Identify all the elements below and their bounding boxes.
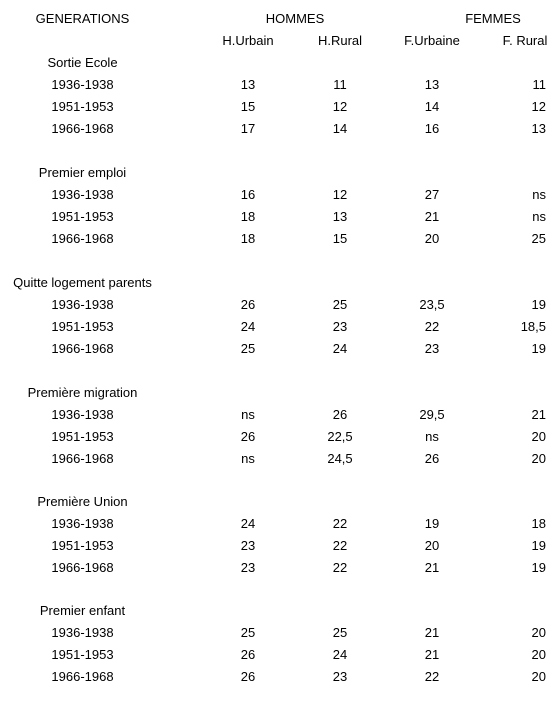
h-urbain-value: 24 bbox=[240, 516, 256, 531]
h-rural-value: 22 bbox=[332, 538, 348, 553]
generations-header: GENERATIONS bbox=[35, 11, 130, 26]
h-urbain-value: 23 bbox=[240, 560, 256, 575]
h-urbain-value: 17 bbox=[240, 121, 256, 136]
generation-years: 1936-1938 bbox=[51, 297, 114, 312]
f-rural-value: 11 bbox=[532, 77, 546, 92]
f-urbaine-value: 22 bbox=[424, 669, 440, 684]
f-urbaine-value: 21 bbox=[424, 560, 440, 575]
f-rural-value: 20 bbox=[531, 669, 546, 684]
f-rural-value: 19 bbox=[531, 538, 546, 553]
h-rural-header: H.Rural bbox=[317, 33, 363, 48]
table-row bbox=[0, 187, 549, 203]
table-row bbox=[0, 319, 549, 335]
f-rural-value: 20 bbox=[531, 625, 546, 640]
f-urbaine-value: 22 bbox=[424, 319, 440, 334]
table-row bbox=[0, 121, 549, 137]
h-rural-value: 13 bbox=[332, 209, 348, 224]
section-label: Premier enfant bbox=[39, 603, 126, 618]
generation-years: 1936-1938 bbox=[51, 77, 114, 92]
subheader-row bbox=[0, 33, 549, 49]
table-row bbox=[0, 538, 549, 554]
h-rural-value: 24,5 bbox=[327, 451, 353, 466]
generation-years: 1936-1938 bbox=[51, 407, 114, 422]
h-rural-value: 14 bbox=[332, 121, 348, 136]
table-row bbox=[0, 407, 549, 423]
h-rural-value: 25 bbox=[332, 297, 348, 312]
f-urbaine-value: 23,5 bbox=[419, 297, 445, 312]
section-label-row bbox=[0, 385, 549, 401]
generation-years: 1951-1953 bbox=[51, 319, 114, 334]
h-rural-value: 26 bbox=[332, 407, 348, 422]
f-rural-value: 12 bbox=[531, 99, 546, 114]
f-urbaine-value: 23 bbox=[424, 341, 440, 356]
table-row bbox=[0, 99, 549, 115]
section-label-row bbox=[0, 165, 549, 181]
table-row bbox=[0, 209, 549, 225]
generation-years: 1936-1938 bbox=[51, 516, 114, 531]
generation-years: 1951-1953 bbox=[51, 538, 114, 553]
section-label-row bbox=[0, 275, 549, 291]
h-urbain-value: ns bbox=[241, 451, 255, 466]
h-urbain-value: ns bbox=[241, 407, 255, 422]
section-label-row bbox=[0, 603, 549, 619]
generation-years: 1951-1953 bbox=[51, 429, 114, 444]
f-urbaine-value: 26 bbox=[424, 451, 440, 466]
table-row bbox=[0, 341, 549, 357]
f-urbaine-value: 27 bbox=[424, 187, 440, 202]
table-row bbox=[0, 625, 549, 641]
f-urbaine-value: 21 bbox=[424, 625, 440, 640]
section-label: Quitte logement parents bbox=[13, 275, 152, 290]
header-row bbox=[0, 11, 549, 27]
hommes-header: HOMMES bbox=[265, 11, 325, 26]
f-urbaine-value: 20 bbox=[424, 231, 440, 246]
f-rural-header: F. Rural bbox=[502, 33, 548, 48]
f-rural-value: 20 bbox=[531, 451, 546, 466]
h-urbain-value: 15 bbox=[240, 99, 256, 114]
f-rural-value: 19 bbox=[531, 297, 546, 312]
table-row bbox=[0, 451, 549, 467]
section-label-row bbox=[0, 494, 549, 510]
h-rural-value: 15 bbox=[332, 231, 348, 246]
f-rural-value: 19 bbox=[531, 341, 546, 356]
h-urbain-value: 18 bbox=[240, 231, 256, 246]
generation-years: 1966-1968 bbox=[51, 121, 114, 136]
table-row bbox=[0, 77, 549, 93]
h-rural-value: 24 bbox=[332, 647, 348, 662]
f-urbaine-value: 29,5 bbox=[419, 407, 445, 422]
femmes-header: FEMMES bbox=[465, 11, 521, 26]
section-label-row bbox=[0, 55, 549, 71]
generation-years: 1966-1968 bbox=[51, 560, 114, 575]
h-urbain-value: 25 bbox=[240, 341, 256, 356]
h-urbain-value: 23 bbox=[240, 538, 256, 553]
generation-years: 1936-1938 bbox=[51, 625, 114, 640]
h-rural-value: 12 bbox=[332, 187, 348, 202]
f-urbaine-value: 16 bbox=[424, 121, 440, 136]
f-rural-value: 21 bbox=[531, 407, 546, 422]
h-urbain-value: 13 bbox=[240, 77, 256, 92]
f-urbaine-value: 20 bbox=[424, 538, 440, 553]
generation-years: 1966-1968 bbox=[51, 669, 114, 684]
h-urbain-value: 18 bbox=[240, 209, 256, 224]
generation-years: 1951-1953 bbox=[51, 99, 114, 114]
generation-years: 1936-1938 bbox=[51, 187, 114, 202]
f-rural-value: 25 bbox=[531, 231, 546, 246]
section-label: Sortie Ecole bbox=[47, 55, 118, 70]
h-urbain-value: 25 bbox=[240, 625, 256, 640]
h-rural-value: 22 bbox=[332, 516, 348, 531]
h-urbain-value: 16 bbox=[240, 187, 256, 202]
f-rural-value: 20 bbox=[531, 429, 546, 444]
table-row bbox=[0, 516, 549, 532]
h-urbain-header: H.Urbain bbox=[222, 33, 274, 48]
f-rural-value: 18 bbox=[531, 516, 546, 531]
generation-years: 1951-1953 bbox=[51, 209, 114, 224]
f-rural-value: ns bbox=[532, 187, 546, 202]
f-urbaine-header: F.Urbaine bbox=[404, 33, 460, 48]
table-row bbox=[0, 560, 549, 576]
generation-years: 1966-1968 bbox=[51, 231, 114, 246]
h-rural-value: 22 bbox=[332, 560, 348, 575]
h-rural-value: 24 bbox=[332, 341, 348, 356]
generation-years: 1966-1968 bbox=[51, 341, 114, 356]
f-urbaine-value: 19 bbox=[424, 516, 440, 531]
h-urbain-value: 26 bbox=[240, 669, 256, 684]
f-rural-value: 20 bbox=[531, 647, 546, 662]
h-rural-value: 12 bbox=[332, 99, 348, 114]
table-row bbox=[0, 297, 549, 313]
table-row bbox=[0, 669, 549, 685]
h-urbain-value: 26 bbox=[240, 429, 256, 444]
table-row bbox=[0, 429, 549, 445]
h-rural-value: 23 bbox=[332, 319, 348, 334]
f-urbaine-value: 21 bbox=[424, 647, 440, 662]
h-urbain-value: 24 bbox=[240, 319, 256, 334]
h-urbain-value: 26 bbox=[240, 297, 256, 312]
f-urbaine-value: 14 bbox=[424, 99, 440, 114]
f-rural-value: 13 bbox=[531, 121, 546, 136]
table-row bbox=[0, 231, 549, 247]
section-label: Premier emploi bbox=[38, 165, 127, 180]
h-rural-value: 11 bbox=[333, 77, 347, 92]
section-label: Première migration bbox=[27, 385, 138, 400]
generation-years: 1966-1968 bbox=[51, 451, 114, 466]
f-urbaine-value: ns bbox=[425, 429, 439, 444]
h-rural-value: 25 bbox=[332, 625, 348, 640]
f-urbaine-value: 13 bbox=[424, 77, 440, 92]
f-urbaine-value: 21 bbox=[424, 209, 440, 224]
generation-years: 1951-1953 bbox=[51, 647, 114, 662]
section-label: Première Union bbox=[37, 494, 128, 509]
h-urbain-value: 26 bbox=[240, 647, 256, 662]
f-rural-value: 18,5 bbox=[520, 319, 546, 334]
h-rural-value: 23 bbox=[332, 669, 348, 684]
f-rural-value: 19 bbox=[531, 560, 546, 575]
table-row bbox=[0, 647, 549, 663]
h-rural-value: 22,5 bbox=[327, 429, 353, 444]
f-rural-value: ns bbox=[532, 209, 546, 224]
